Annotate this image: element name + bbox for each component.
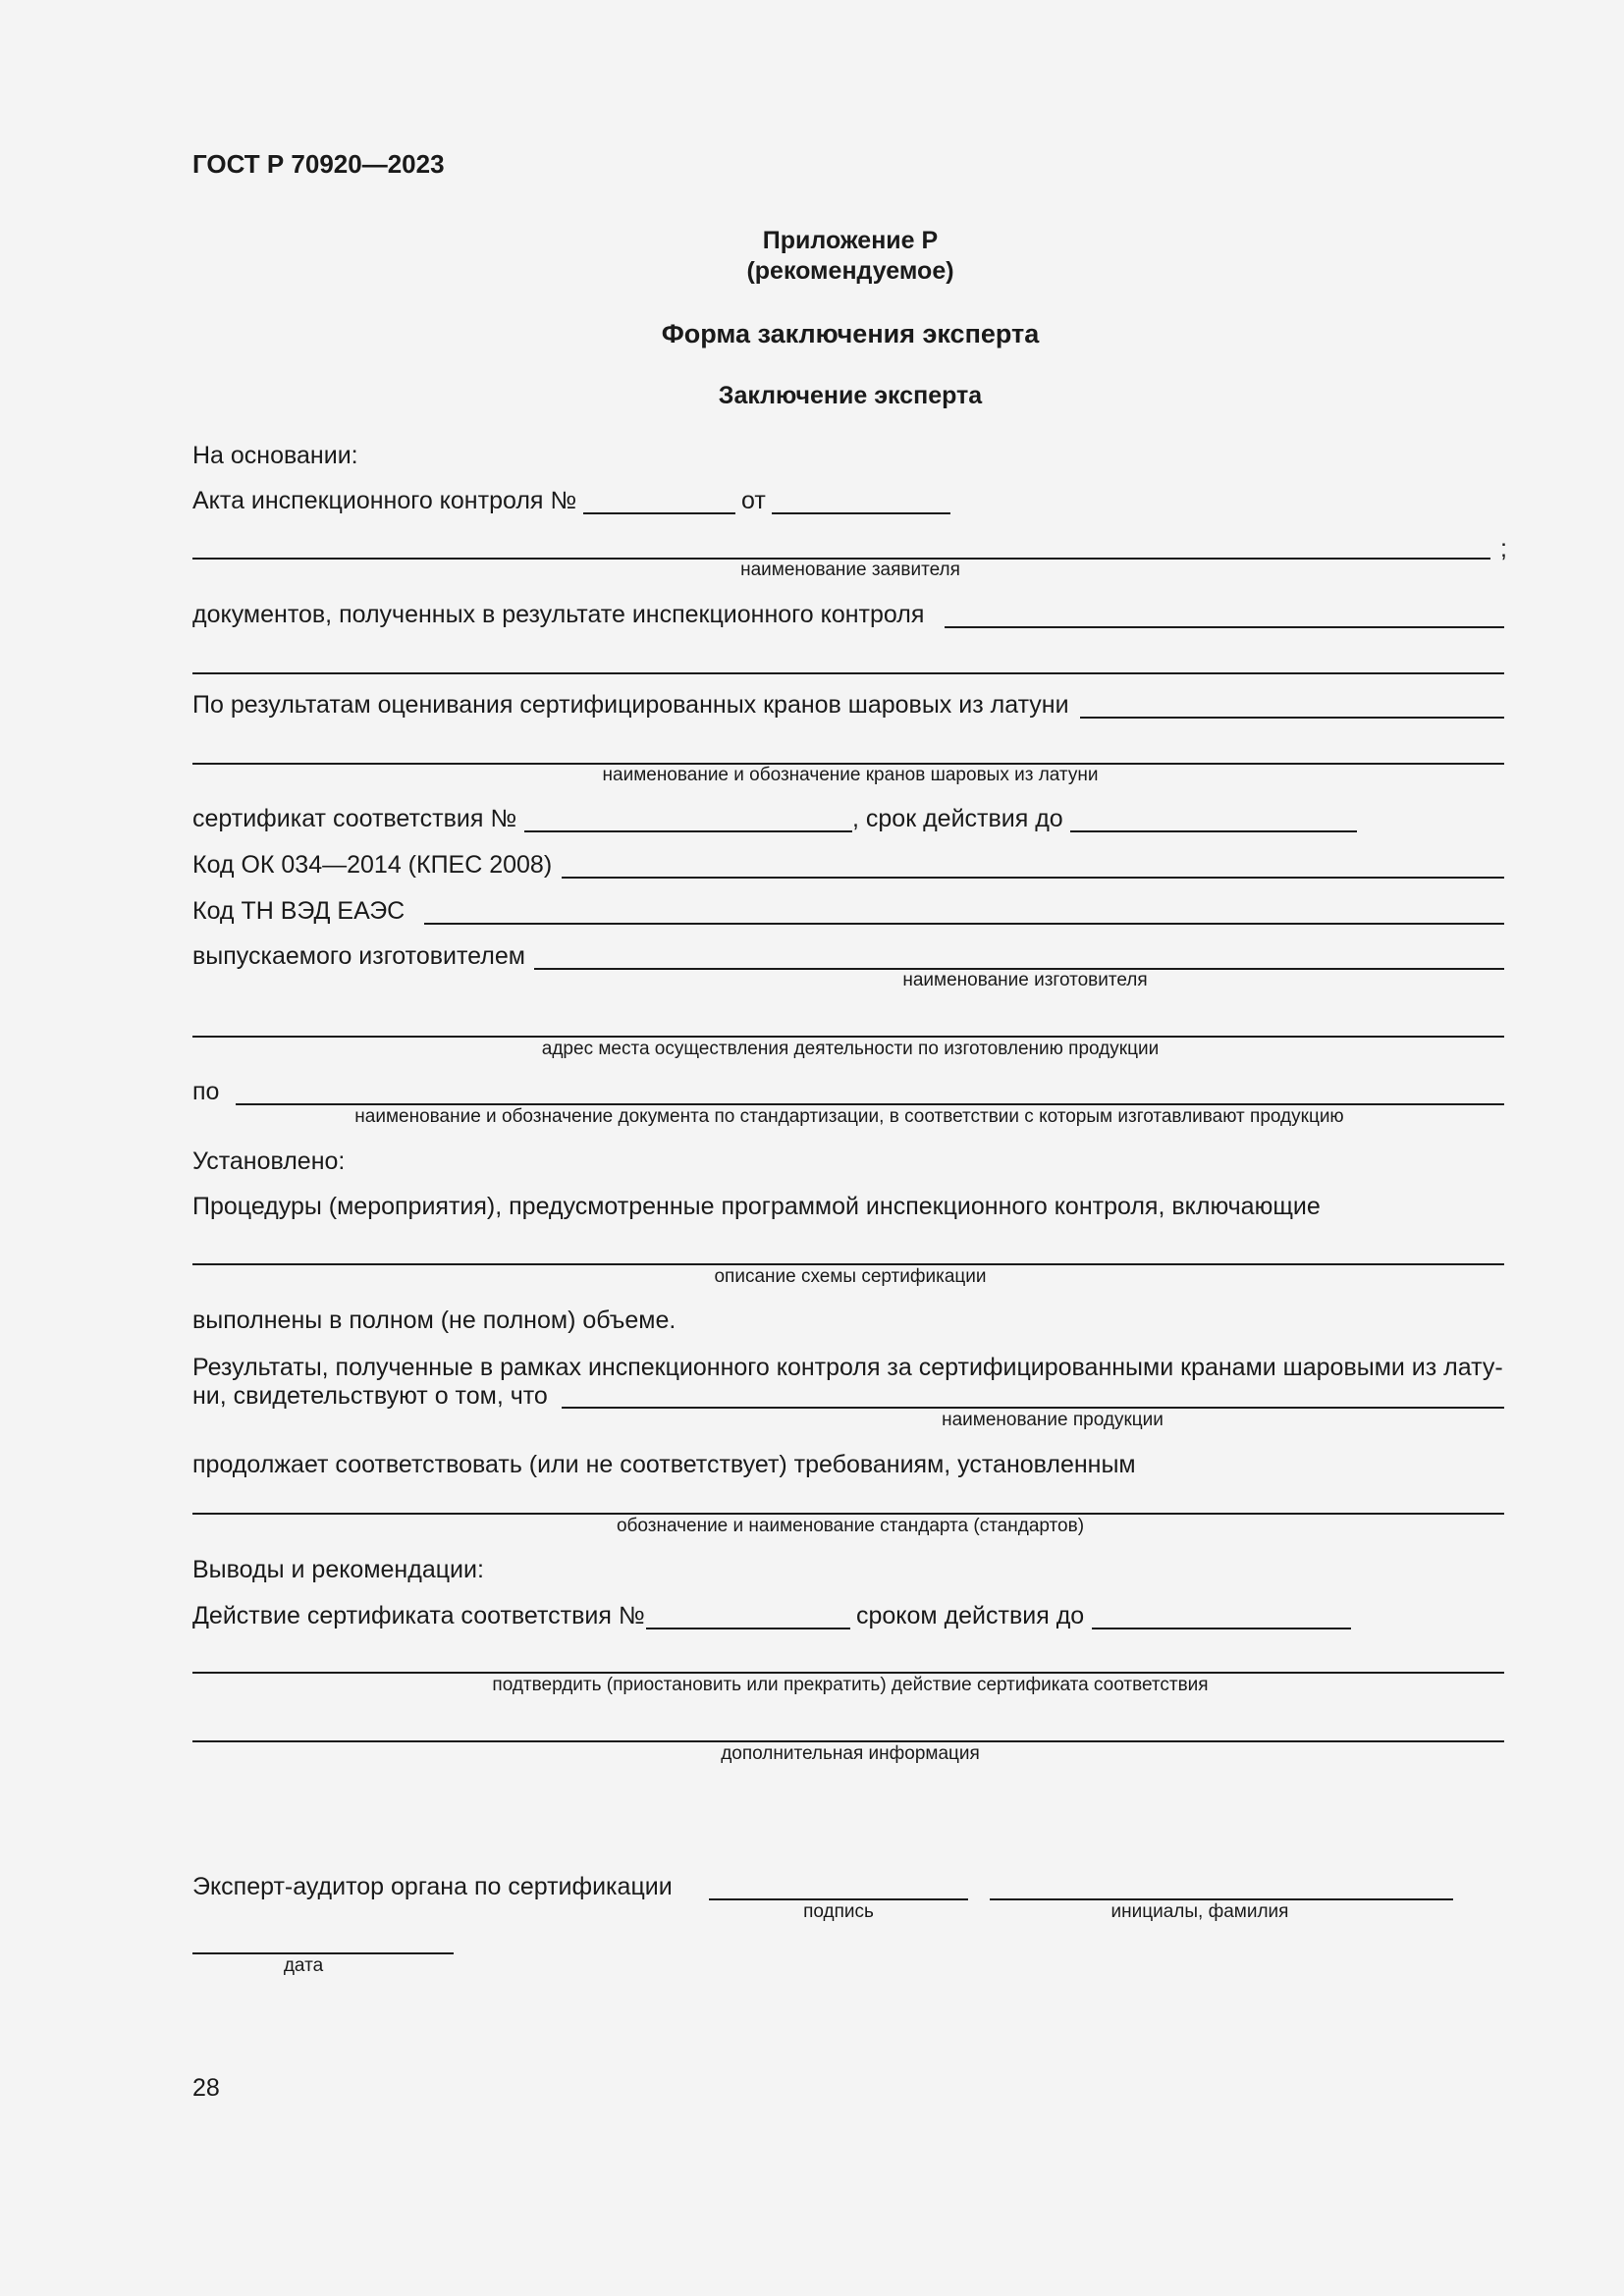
applicant-semicolon: ; <box>1500 535 1507 562</box>
certificate-label: сертификат соответствия № <box>192 805 517 832</box>
scheme-line <box>192 1263 1504 1265</box>
act-date-line <box>772 512 950 514</box>
action-term-line <box>1092 1628 1351 1629</box>
section-title: Заключение эксперта <box>718 382 983 409</box>
per-label: по <box>192 1078 220 1105</box>
action-label: Действие сертификата соответствия № <box>192 1602 645 1629</box>
caption-standards: обозначение и наименование стандарта (стандартов) <box>616 1516 1085 1536</box>
action-term-label: сроком действия до <box>856 1602 1085 1629</box>
caption-applicant: наименование заявителя <box>740 560 960 580</box>
standard-doc-line <box>236 1103 1504 1105</box>
okpd-label: Код ОК 034—2014 (КПЕС 2008) <box>192 851 553 879</box>
manufacturer-label: выпускаемого изготовителем <box>192 942 525 970</box>
caption-date: дата <box>283 1955 324 1976</box>
results-line <box>1080 717 1504 719</box>
act-from-label: от <box>741 487 766 514</box>
certificate-validity-label: , срок действия до <box>852 805 1063 832</box>
results-label: По результатам оценивания сертифицированных кранов шаровых из латуни <box>192 691 1069 719</box>
caption-confirm: подтвердить (приостановить или прекратить) действие сертификата соответствия <box>492 1675 1209 1695</box>
auditor-label: Эксперт-аудитор органа по сертификации <box>192 1873 673 1900</box>
documents-label: документов, полученных в результате инспекционного контроля <box>192 601 925 628</box>
date-line <box>192 1952 454 1954</box>
caption-standard-doc: наименование и обозначение документа по стандартизации, в соответствии с которым изготавливают продукцию <box>354 1106 1344 1127</box>
caption-scheme: описание схемы сертификации <box>714 1266 987 1287</box>
form-title: Форма заключения эксперта <box>661 319 1040 348</box>
additional-line <box>192 1740 1504 1742</box>
caption-additional: дополнительная информация <box>721 1743 980 1764</box>
address-line <box>192 1036 1504 1038</box>
procedures-label: Процедуры (мероприятия), предусмотренные программой инспекционного контроля, включающие <box>192 1193 1321 1220</box>
certificate-number-line <box>524 830 852 832</box>
action-number-line <box>646 1628 850 1629</box>
caption-signature: подпись <box>803 1901 874 1922</box>
confirm-line <box>192 1672 1504 1674</box>
caption-initials: инициалы, фамилия <box>1110 1901 1289 1922</box>
established-label: Установлено: <box>192 1148 346 1175</box>
appendix-title: Приложение Р <box>762 227 939 254</box>
caption-product: наименование продукции <box>942 1410 1164 1430</box>
basis-label: На основании: <box>192 442 358 469</box>
continues-label: продолжает соответствовать (или не соответствует) требованиям, установленным <box>192 1451 1136 1478</box>
appendix-status: (рекомендуемое) <box>746 257 954 285</box>
results-line-1: Результаты, полученные в рамках инспекционного контроля за сертифицированными кранами шаровыми из лату- <box>192 1354 1503 1381</box>
caption-manufacturer: наименование изготовителя <box>902 970 1148 990</box>
standards-line <box>192 1513 1504 1515</box>
documents-line-2 <box>192 672 1504 674</box>
initials-line <box>990 1898 1453 1900</box>
act-label: Акта инспекционного контроля № <box>192 487 577 514</box>
signature-line <box>709 1898 968 1900</box>
page-number: 28 <box>192 2074 220 2102</box>
act-number-line <box>583 512 735 514</box>
product-line <box>562 1407 1504 1409</box>
certificate-validity-line <box>1070 830 1357 832</box>
completed-label: выполнены в полном (не полном) объеме. <box>192 1307 677 1334</box>
tnved-label: Код ТН ВЭД ЕАЭС <box>192 897 406 925</box>
results-line-2: ни, свидетельствуют о том, что <box>192 1382 548 1410</box>
caption-valves: наименование и обозначение кранов шаровых из латуни <box>602 765 1099 785</box>
conclusions-label: Выводы и рекомендации: <box>192 1556 484 1583</box>
tnved-line <box>424 923 1504 925</box>
standard-id: ГОСТ Р 70920—2023 <box>192 149 445 179</box>
documents-line <box>945 626 1504 628</box>
caption-address: адрес места осуществления деятельности по изготовлению продукции <box>541 1039 1160 1059</box>
okpd-line <box>562 877 1504 879</box>
